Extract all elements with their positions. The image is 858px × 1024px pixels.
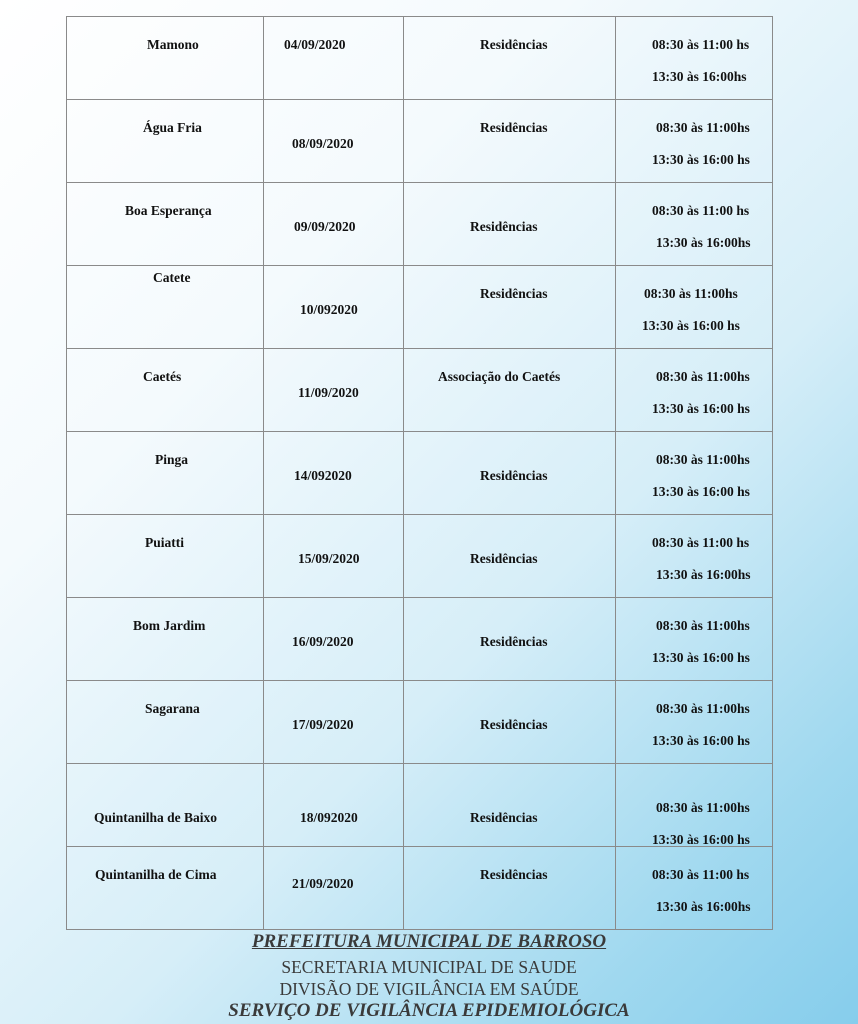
time-cell bbox=[616, 266, 773, 349]
place-text: Residências bbox=[470, 810, 538, 825]
schedule-row bbox=[67, 847, 773, 930]
place-cell bbox=[404, 681, 616, 764]
schedule-row bbox=[67, 183, 773, 266]
place-text: Residências bbox=[480, 717, 548, 732]
time-afternoon: 13:30 às 16:00hs bbox=[656, 899, 751, 914]
schedule-table bbox=[66, 16, 773, 930]
schedule-body bbox=[67, 17, 773, 930]
footer-divisao: DIVISÃO DE VIGILÂNCIA EM SAÚDE bbox=[279, 979, 579, 999]
place-cell bbox=[404, 100, 616, 183]
time-cell bbox=[616, 515, 773, 598]
location-text: Sagarana bbox=[145, 701, 200, 716]
date-text: 08/09/2020 bbox=[292, 136, 354, 151]
place-text: Residências bbox=[480, 634, 548, 649]
schedule-row bbox=[67, 349, 773, 432]
place-cell bbox=[404, 17, 616, 100]
time-cell bbox=[616, 598, 773, 681]
time-morning: 08:30 às 11:00hs bbox=[644, 286, 738, 301]
location-cell bbox=[67, 100, 264, 183]
location-text: Boa Esperança bbox=[125, 203, 212, 218]
location-text: Pinga bbox=[155, 452, 189, 467]
schedule-row bbox=[67, 432, 773, 515]
place-text: Residências bbox=[480, 286, 548, 301]
schedule-row bbox=[67, 681, 773, 764]
footer-secretaria: SECRETARIA MUNICIPAL DE SAUDE bbox=[281, 957, 577, 977]
date-cell bbox=[264, 17, 404, 100]
date-text: 15/09/2020 bbox=[298, 551, 360, 566]
time-cell bbox=[616, 349, 773, 432]
schedule-row bbox=[67, 266, 773, 349]
location-cell bbox=[67, 847, 264, 930]
place-cell bbox=[404, 598, 616, 681]
location-text: Puiatti bbox=[145, 535, 184, 550]
time-afternoon: 13:30 às 16:00 hs bbox=[652, 832, 750, 847]
time-afternoon: 13:30 às 16:00hs bbox=[656, 235, 751, 250]
place-cell bbox=[404, 432, 616, 515]
time-cell bbox=[616, 681, 773, 764]
place-text: Residências bbox=[480, 37, 548, 52]
time-cell bbox=[616, 17, 773, 100]
time-afternoon: 13:30 às 16:00 hs bbox=[652, 401, 750, 416]
place-text: Residências bbox=[480, 468, 548, 483]
place-cell bbox=[404, 847, 616, 930]
footer-prefeitura: PREFEITURA MUNICIPAL DE BARROSO bbox=[251, 931, 607, 952]
time-morning: 08:30 às 11:00hs bbox=[656, 618, 750, 633]
date-cell bbox=[264, 432, 404, 515]
date-text: 11/09/2020 bbox=[298, 385, 359, 400]
place-text: Residências bbox=[470, 551, 538, 566]
schedule-row bbox=[67, 17, 773, 100]
location-cell bbox=[67, 515, 264, 598]
location-text: Mamono bbox=[147, 37, 199, 52]
time-cell bbox=[616, 847, 773, 930]
time-afternoon: 13:30 às 16:00 hs bbox=[642, 318, 740, 333]
date-cell bbox=[264, 764, 404, 847]
date-cell bbox=[264, 847, 404, 930]
place-cell bbox=[404, 183, 616, 266]
time-afternoon: 13:30 às 16:00hs bbox=[652, 69, 747, 84]
location-cell bbox=[67, 432, 264, 515]
date-text: 14/092020 bbox=[294, 468, 352, 483]
date-text: 16/09/2020 bbox=[292, 634, 354, 649]
time-cell bbox=[616, 183, 773, 266]
date-text: 09/09/2020 bbox=[294, 219, 356, 234]
date-cell bbox=[264, 515, 404, 598]
place-cell bbox=[404, 266, 616, 349]
location-text: Caetés bbox=[143, 369, 182, 384]
place-cell bbox=[404, 349, 616, 432]
location-text: Quintanilha de Cima bbox=[95, 867, 217, 882]
date-text: 10/092020 bbox=[300, 302, 358, 317]
time-morning: 08:30 às 11:00hs bbox=[656, 369, 750, 384]
time-morning: 08:30 às 11:00 hs bbox=[652, 535, 750, 550]
location-text: Quintanilha de Baixo bbox=[94, 810, 218, 825]
date-text: 18/092020 bbox=[300, 810, 358, 825]
time-morning: 08:30 às 11:00 hs bbox=[652, 203, 750, 218]
date-cell bbox=[264, 349, 404, 432]
time-cell bbox=[616, 100, 773, 183]
date-cell bbox=[264, 100, 404, 183]
time-morning: 08:30 às 11:00hs bbox=[656, 800, 750, 815]
date-text: 21/09/2020 bbox=[292, 876, 354, 891]
location-text: Catete bbox=[153, 270, 191, 285]
time-morning: 08:30 às 11:00hs bbox=[656, 701, 750, 716]
date-cell bbox=[264, 598, 404, 681]
location-cell bbox=[67, 681, 264, 764]
place-text: Residências bbox=[480, 867, 548, 882]
date-cell bbox=[264, 183, 404, 266]
location-cell bbox=[67, 17, 264, 100]
date-cell bbox=[264, 266, 404, 349]
place-text: Residências bbox=[470, 219, 538, 234]
time-afternoon: 13:30 às 16:00hs bbox=[656, 567, 751, 582]
time-cell bbox=[616, 432, 773, 515]
location-text: Água Fria bbox=[143, 120, 202, 135]
time-afternoon: 13:30 às 16:00 hs bbox=[652, 152, 750, 167]
time-morning: 08:30 às 11:00 hs bbox=[652, 37, 750, 52]
footer-servico: SERVIÇO DE VIGILÂNCIA EPIDEMIOLÓGICA bbox=[228, 1000, 630, 1021]
schedule-row bbox=[67, 515, 773, 598]
time-afternoon: 13:30 às 16:00 hs bbox=[652, 733, 750, 748]
location-cell bbox=[67, 349, 264, 432]
time-cell bbox=[616, 764, 773, 847]
date-text: 17/09/2020 bbox=[292, 717, 354, 732]
location-cell bbox=[67, 598, 264, 681]
location-cell bbox=[67, 764, 264, 847]
time-morning: 08:30 às 11:00hs bbox=[656, 120, 750, 135]
place-text: Residências bbox=[480, 120, 548, 135]
location-text: Bom Jardim bbox=[133, 618, 206, 633]
place-cell bbox=[404, 764, 616, 847]
time-afternoon: 13:30 às 16:00 hs bbox=[652, 484, 750, 499]
date-text: 04/09/2020 bbox=[284, 37, 346, 52]
schedule-row bbox=[67, 100, 773, 183]
time-morning: 08:30 às 11:00 hs bbox=[652, 867, 750, 882]
time-afternoon: 13:30 às 16:00 hs bbox=[652, 650, 750, 665]
location-cell bbox=[67, 183, 264, 266]
place-cell bbox=[404, 515, 616, 598]
schedule-row bbox=[67, 598, 773, 681]
place-text: Associação do Caetés bbox=[438, 369, 561, 384]
location-cell bbox=[67, 266, 264, 349]
schedule-row bbox=[67, 764, 773, 847]
date-cell bbox=[264, 681, 404, 764]
time-morning: 08:30 às 11:00hs bbox=[656, 452, 750, 467]
